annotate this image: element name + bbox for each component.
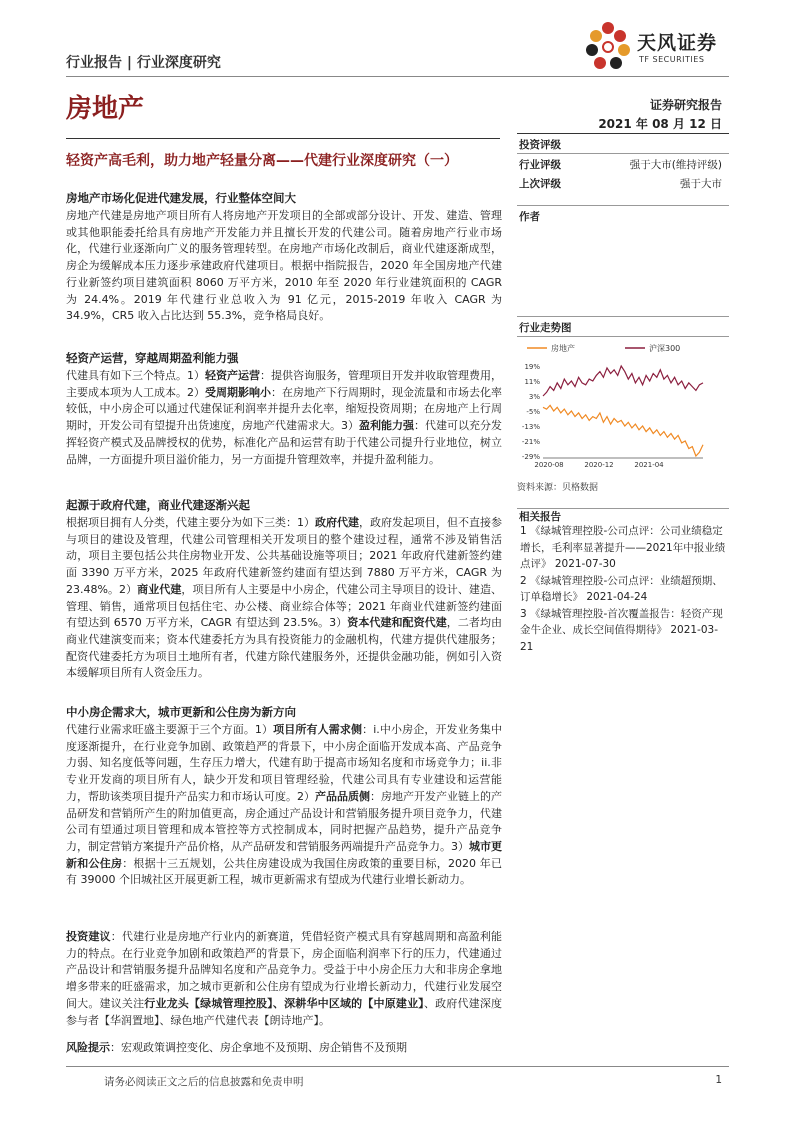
- report-type: 证券研究报告: [649, 98, 722, 112]
- rating-label: 行业评级: [519, 159, 561, 171]
- section-risk: [66, 1040, 502, 1057]
- section-body: [66, 515, 502, 682]
- sidebar-divider: [517, 133, 729, 134]
- rating-value: 强于大市(维持评级): [629, 159, 722, 171]
- section-origin: [66, 497, 502, 682]
- bold-text-run: 行业龙头【绿城管理控股】、深耕华中区域的【中原建业】: [144, 996, 424, 1010]
- related-reports: [520, 523, 730, 655]
- text-run: ：宏观政策调控变化、房企拿地不及预期、房企销售不及预期: [110, 1041, 407, 1054]
- report-date: 2021 年 08 月 12 日: [598, 117, 722, 131]
- section-heading: 起源于政府代建，商业代建逐渐兴起: [66, 498, 250, 512]
- section-demand: [66, 704, 502, 889]
- chart-title-divider: [517, 336, 729, 337]
- footer-disclaimer: 请务必阅读正文之后的信息披露和免责申明: [104, 1076, 304, 1088]
- bold-text-run: 风险提示: [66, 1041, 110, 1054]
- text-run: ：代建可以充分发挥轻资产模式及品牌授权的优势，标准化产品和运营有助于代建公司提升行业地位，树立品牌，一方面提升项目溢价能力，另一方面提升管理效率，并提升盈利能力。: [66, 419, 502, 466]
- bold-text-run: 项目所有人需求侧: [273, 723, 363, 736]
- footer-divider: [66, 1066, 729, 1067]
- text-run: ：提供咨询服务，管理项目开发并收取管理费用，主要成本项为人工成本。2）: [66, 369, 502, 399]
- text-run: 、政府代建深度参与者【华润置地】、绿色地产代建代表【朗诗地产】。: [66, 996, 503, 1027]
- bold-text-run: 产品品质侧: [315, 789, 370, 803]
- y-tick-label: 11%: [524, 378, 540, 386]
- y-tick-label: -21%: [521, 438, 540, 446]
- related-title: 相关报告: [519, 511, 561, 523]
- legend-label: 房地产: [551, 344, 575, 353]
- report-title: 轻资产高毛利，助力地产轻量分离——代建行业深度研究（一）: [66, 153, 458, 169]
- logo-mark-icon: [583, 20, 633, 72]
- section-heading: 轻资产运营，穿越周期盈利能力强: [66, 351, 239, 365]
- section-heading: 房地产市场化促进代建发展，行业整体空间大: [66, 191, 296, 205]
- risk-warning: [66, 1040, 502, 1057]
- chart-divider: [517, 316, 729, 317]
- chart-title: 行业走势图: [519, 322, 572, 334]
- investment-advice: [66, 929, 502, 1029]
- text-run: ，政府发起项目，但不直接参与项目的建设及管理，代建公司管理相关开发项目的整个建设过程，通常不涉及销售活动，项目主要包括公共住房物业开发、公共基础设施等项目；2021 年政府代建新签约建面 3390 万平方米，2025 年政府代建新签约建面有望达到 7880 万平方米，CAGR 为 23.48%。2）: [66, 516, 502, 596]
- x-tick-label: 2020-08: [534, 461, 564, 469]
- related-report-item[interactable]: 3 《绿城管理控股-首次覆盖报告：轻资产现金牛企业、成长空间值得期待》 2021-03-21: [520, 607, 723, 653]
- related-report-item[interactable]: 2 《绿城管理控股-公司点评：业绩超预期、订单稳增长》 2021-04-24: [520, 574, 723, 603]
- bold-text-run: 投资建议: [66, 930, 111, 943]
- related-report-item[interactable]: 1 《绿城管理控股-公司点评：公司业绩稳定增长，毛利率显著提升——2021年中报业绩点评》 2021-07-30: [520, 525, 726, 570]
- page-number: 1: [715, 1074, 722, 1086]
- prev-rating-label: 上次评级: [519, 178, 561, 190]
- prev-rating-value: 强于大市: [680, 178, 722, 190]
- bold-text-run: 盈利能力强: [359, 419, 414, 433]
- logo-text-cn: 天风证券: [637, 32, 718, 54]
- series-line-real-estate: [543, 405, 703, 456]
- bold-text-run: 轻资产运营: [205, 369, 260, 382]
- text-run: ，二者均由商业代建演变而来；资本代建委托方为具有投资能力的金融机构，代建方提供代建服务；配资代建委托方为项目土地所有者，代建方除代建服务外，还提供金融功能，例如引入资本缓解项目所有人资金压力。: [66, 616, 503, 680]
- text-run: ，项目所有人主要是中小房企，代建公司主导项目的设计、建造、管理、销售，通常项目包括住宅、办公楼、商业综合体等；2021 年商业代建新签约建面有望达到 6570 万平方米，CAGR 有望达到 23.5%。3）: [66, 582, 502, 630]
- chart-source: 资料来源：贝格数据: [517, 483, 599, 493]
- section-body: [66, 722, 502, 889]
- main-divider: [66, 138, 500, 139]
- y-tick-label: -29%: [521, 453, 540, 461]
- bold-text-run: 受周期影响小: [205, 385, 271, 399]
- text-run: 代建具有如下三个特点。1）: [66, 369, 205, 382]
- bold-text-run: 商业代建: [137, 582, 182, 596]
- section-heading: 中小房企需求大，城市更新和公住房为新方向: [66, 705, 296, 719]
- author-title: 作者: [519, 211, 540, 223]
- y-tick-label: 19%: [524, 363, 540, 371]
- text-run: 根据项目拥有人分类，代建主要分为如下三类：1）: [66, 516, 315, 529]
- section-market: [66, 190, 502, 325]
- legend-label: 沪深300: [649, 344, 681, 353]
- report-kind: 行业报告 | 行业深度研究: [66, 55, 221, 71]
- bold-text-run: 政府代建: [315, 516, 359, 529]
- header-divider: [66, 76, 729, 77]
- section-investment: [66, 929, 502, 1029]
- logo-text-en: TF SECURITIES: [639, 55, 705, 64]
- author-divider: [517, 205, 729, 206]
- text-run: 代建行业需求旺盛主要源于三个方面。1）: [66, 723, 274, 736]
- text-run: ：i.中小房企，开发业务集中度逐渐提升，在行业竞争加剧、政策趋严的背景下，中小房企面临开发成本高、产品竞争力弱、知名度低等问题，生存压力增大，代建有助于提高市场知名度和市场竞争力；ii.非专业开发商的项目所有人，缺少开发和项目管理经验，代建公司具有专业建设和运营能力，帮助该类项目提升产品实力和市场认可度。2）: [66, 723, 503, 803]
- bold-text-run: 资本代建和配资代建: [347, 616, 447, 630]
- bold-text-run: 城市更新和公住房: [66, 839, 502, 870]
- trend-chart: [517, 338, 729, 470]
- text-run: ：在房地产下行周期时，现金流量和市场去化率较低，中小房企可以通过代建保证利润率并提升去化率，缩短投资周期；在房地产上行周期时，开发公司有望提升出货速度，房地产代建需求大。3）: [66, 385, 502, 433]
- x-tick-label: 2020-12: [584, 461, 614, 469]
- section-body: [66, 368, 502, 468]
- company-logo: [583, 20, 733, 72]
- text-run: ：房地产开发产业链上的产品研发和营销所产生的附加值更高，房企通过产品设计和营销服务提升项目竞争力，代建公司有望通过项目管理和成本管控等方式控制成本，同时把握产品趋势，提升产品竞争力，制定营销方案提升产品价格，从产品研发和营销服务两端提升产品竞争力。3）: [66, 789, 502, 853]
- rating-divider: [517, 153, 729, 154]
- y-tick-label: -13%: [521, 423, 540, 431]
- y-tick-label: 3%: [528, 393, 540, 401]
- section-body: 房地产代建是房地产项目所有人将房地产开发项目的全部或部分设计、开发、建造、管理或其他职能委托给具有房地产开发能力并且擅长开发的代建公司。随着房地产行业市场化，代建行业逐渐向广义的服务管理转型。在房地产市场化改制后，商业代建逐渐成型，房企为缓解成本压力逐步承建政府代建项目。根据中指院报告，2020 年全国房地产代建行业新签约项目建筑面积 8060 万平方米，2010 年至 2020 年行业建筑面积的 CAGR 为 24.4%。2019 年代建行业总收入为 91 亿元，2015-2019 年收入 CAGR 为 34.9%，CR5 收入占比达到 55.3%，竞争格局良好。: [66, 209, 502, 323]
- y-tick-label: -5%: [526, 408, 540, 416]
- rating-title: 投资评级: [519, 139, 561, 151]
- text-run: ：代建行业是房地产行业内的新赛道，凭借轻资产模式具有穿越周期和高盈利能力的特点。在行业竞争加剧和政策趋严的背景下，房企面临利润率下行的压力，代建通过产品设计和营销服务提升品牌知名度和产品竞争力。受益于中小房企压力大和非房企拿地增多带来的旺盛需求，加之城市更新和公住房有望成为行业增长新动力，代建行业发展空间大。建议关注: [66, 930, 503, 1010]
- text-run: ：根据十三五规划，公共住房建设成为我国住房政策的重要目标，2020 年已有 39000 个旧城社区开展更新工程，城市更新需求有望成为代建行业增长新动力。: [66, 856, 502, 887]
- industry-name: 房地产: [66, 94, 145, 124]
- series-line-csi300: [543, 366, 703, 396]
- section-asset-light: [66, 350, 502, 468]
- x-tick-label: 2021-04: [634, 461, 664, 469]
